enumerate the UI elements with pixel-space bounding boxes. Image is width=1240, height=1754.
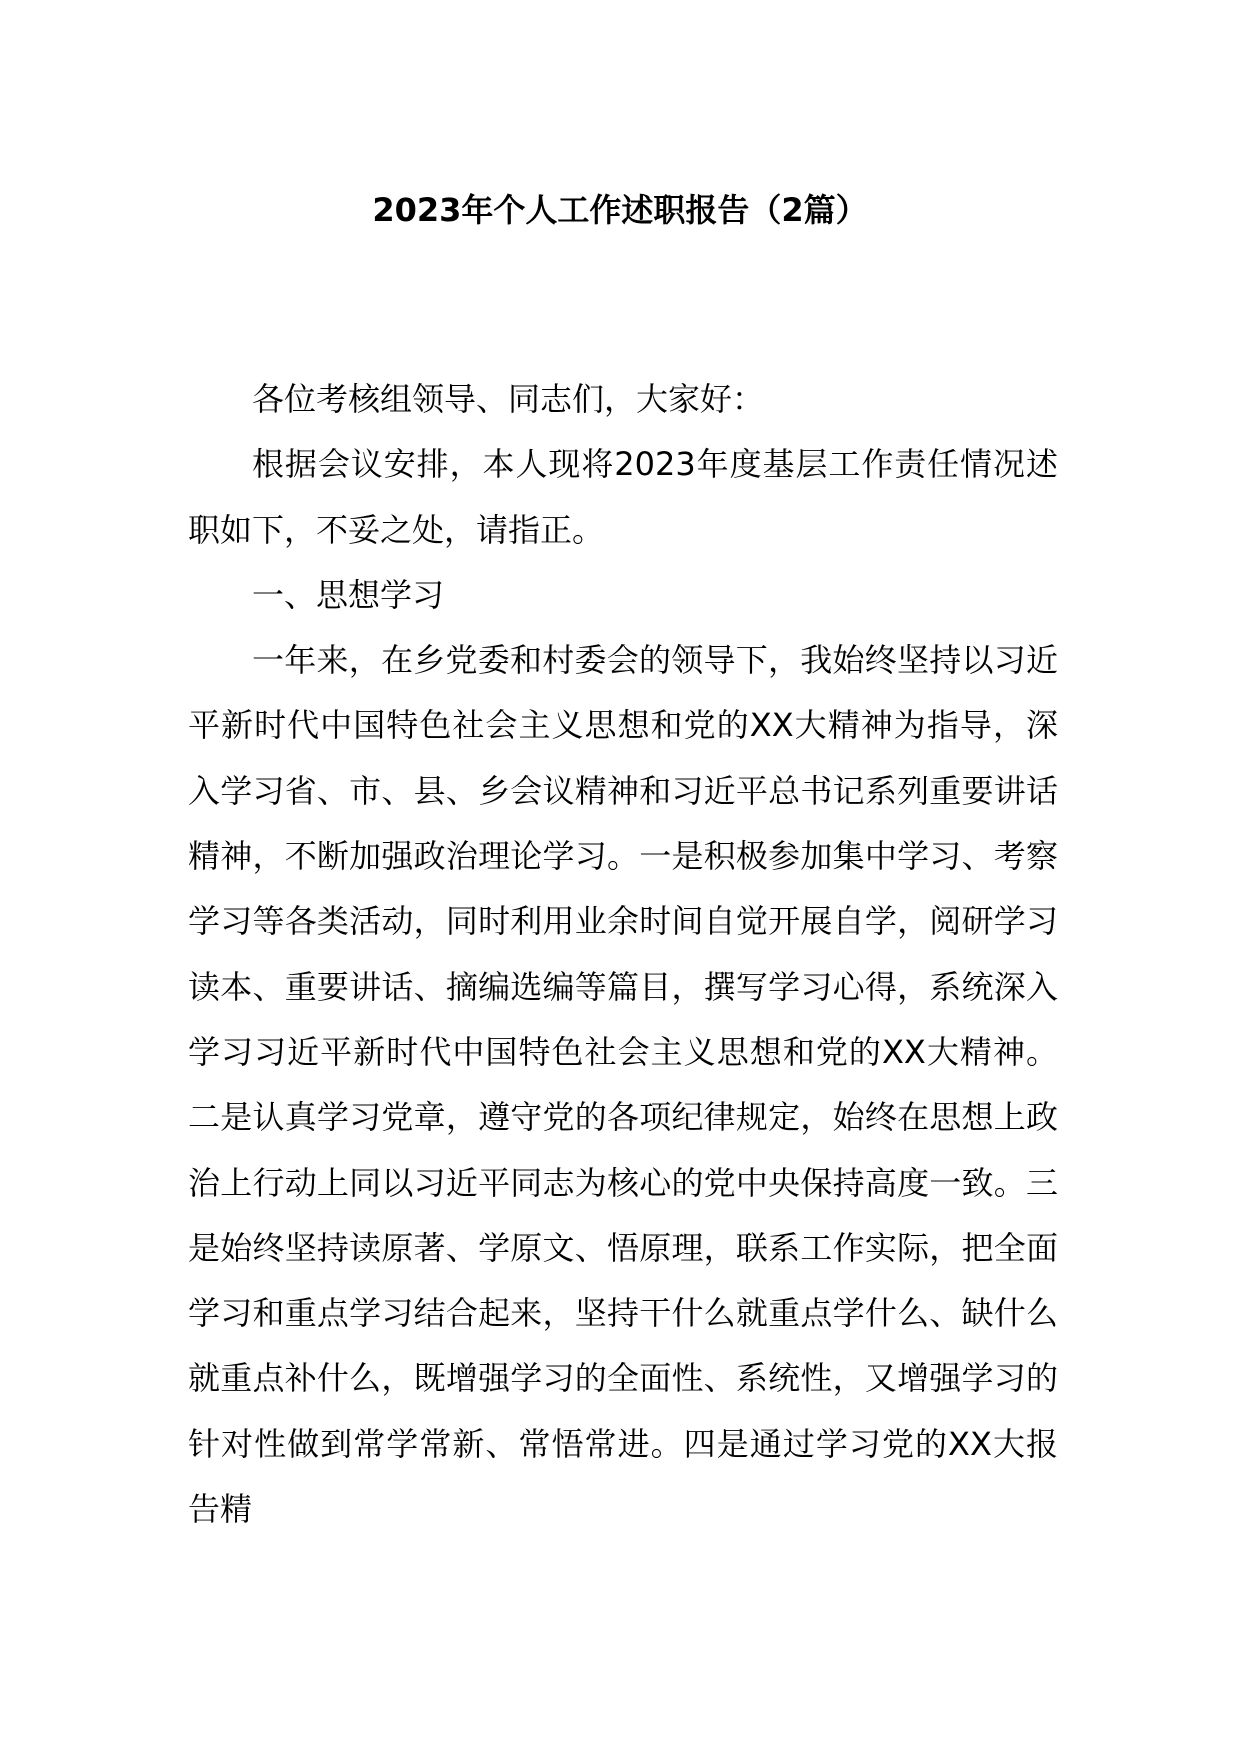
- document-body: [188, 367, 1058, 1542]
- section-heading-ideological-study: 一、思想学习: [252, 575, 445, 614]
- paragraph-ideological-study: 一年来，在乡党委和村委会的领导下，我始终坚持以习近平新时代中国特色社会主义思想和党的XX大精神为指导，深入学习省、市、县、乡会议精神和习近平总书记系列重要讲话精神，不断加强政治理论学习。一是积极参加集中学习、考察学习等各类活动，同时利用业余时间自觉开展自学，阅研学习读本、重要讲话、摘编选编等篇目，撰写学习心得，系统深入学习习近平新时代中国特色社会主义思想和党的XX大精神。二是认真学习党章，遵守党的各项纪律规定，始终在思想上政治上行动上同以习近平同志为核心的党中央保持高度一致。三是始终坚持读原著、学原文、悟原理，联系工作实际，把全面学习和重点学习结合起来，坚持干什么就重点学什么、缺什么就重点补什么，既增强学习的全面性、系统性，又增强学习的针对性做到常学常新、常悟常进。四是通过学习党的XX大报告精: [188, 641, 1058, 1529]
- document-title: 2023年个人工作述职报告（2篇）: [372, 191, 868, 229]
- paragraph-intro: 根据会议安排，本人现将2023年度基层工作责任情况述职如下，不妥之处，请指正。: [188, 445, 1058, 549]
- paragraph-greeting: 各位考核组领导、同志们，大家好：: [252, 380, 765, 418]
